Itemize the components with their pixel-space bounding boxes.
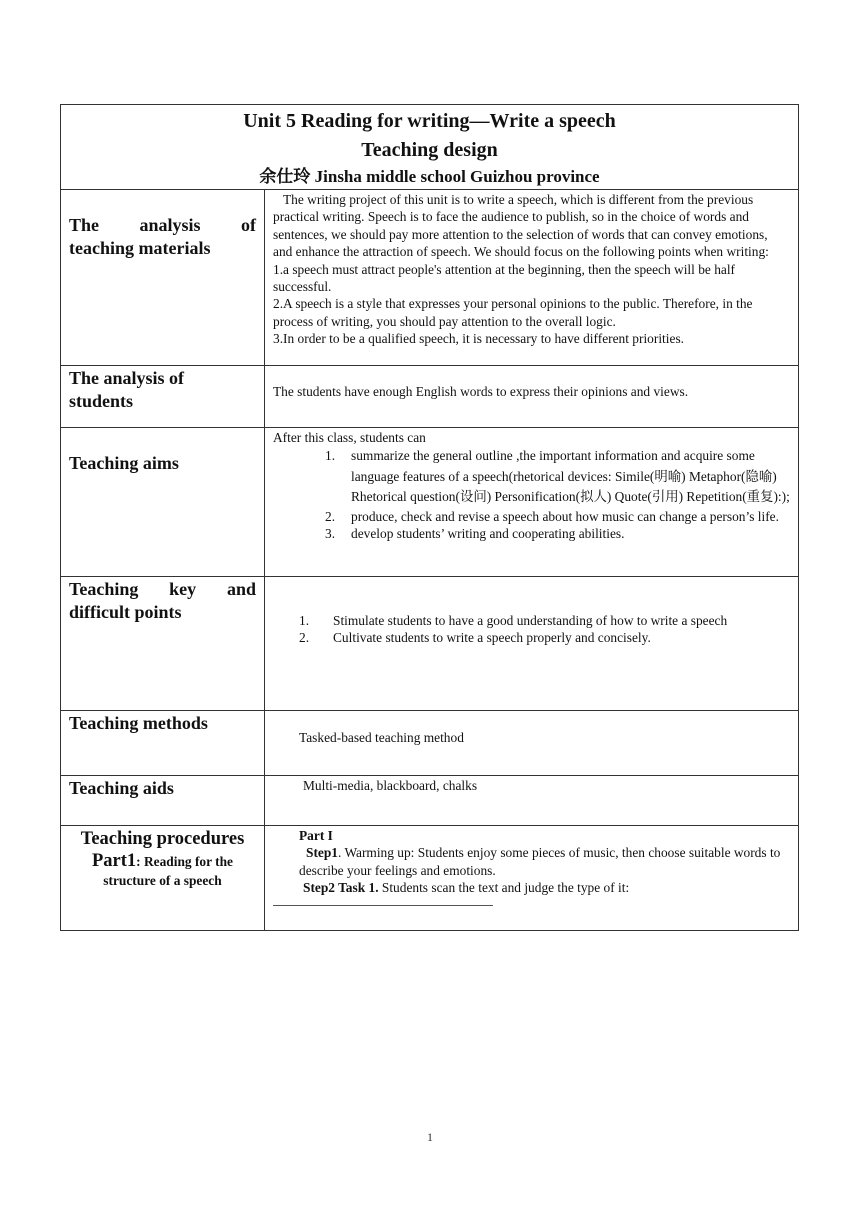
methods-heading-cell bbox=[61, 711, 265, 776]
aims-list bbox=[265, 446, 798, 542]
aims-item-number: 2. bbox=[325, 508, 336, 524]
aims-row bbox=[61, 428, 799, 577]
step2-paragraph bbox=[265, 879, 798, 896]
materials-point-1: 1.a speech must attract people's attention at the beginning, then the speech will be half successful. bbox=[273, 261, 736, 295]
title-row bbox=[61, 105, 799, 190]
answer-blank-line bbox=[273, 905, 493, 906]
teaching-design-table bbox=[60, 104, 799, 931]
document-title: Unit 5 Reading for writing—Write a speech bbox=[243, 110, 616, 132]
materials-heading-line2: teaching materials bbox=[69, 238, 211, 258]
keypoints-item-text: Cultivate students to write a speech properly and concisely. bbox=[333, 630, 651, 646]
aims-intro: After this class, students can bbox=[273, 430, 426, 445]
aims-heading-cell bbox=[61, 428, 265, 577]
keypoints-item-number: 1. bbox=[299, 613, 310, 628]
procedures-part-title: : Reading for the bbox=[136, 854, 233, 869]
aims-item-text: develop students’ writing and cooperating abilities. bbox=[351, 526, 625, 542]
aims-heading: Teaching aims bbox=[69, 453, 179, 473]
aids-text: Multi-media, blackboard, chalks bbox=[303, 778, 478, 793]
keypoints-content-cell bbox=[265, 577, 799, 711]
keypoints-heading-line1: Teaching key and bbox=[69, 579, 256, 599]
keypoints-item bbox=[273, 629, 790, 646]
aims-item-text: summarize the general outline ,the important information and acquire some language features of a speech(rhetorical devices: Simile(明喻) Metaphor(隐喻) Rhetorical question(设问) Personification(拟人) Quote(引用) Repetition(重复):); bbox=[351, 448, 790, 505]
aims-content-cell bbox=[265, 428, 799, 577]
procedures-content-cell bbox=[265, 826, 799, 931]
students-content-cell bbox=[265, 366, 799, 428]
students-row bbox=[61, 366, 799, 428]
step2-label: Step2 Task 1. bbox=[303, 880, 379, 896]
step1-paragraph bbox=[265, 844, 798, 879]
methods-heading: Teaching methods bbox=[69, 713, 208, 733]
step1-text: . Warming up: Students enjoy some pieces of music, then choose suitable words to describe your feelings and emotions. bbox=[299, 845, 781, 878]
materials-heading-cell bbox=[61, 190, 265, 366]
aims-item bbox=[273, 446, 790, 508]
procedures-part-label: Part1 bbox=[91, 851, 137, 871]
keypoints-item-text: Stimulate students to have a good understanding of how to write a speech bbox=[333, 613, 728, 628]
page-number: 1 bbox=[427, 1130, 433, 1144]
aims-item-number: 3. bbox=[325, 526, 336, 542]
aims-item-number: 1. bbox=[325, 448, 336, 464]
procedures-heading: Teaching procedures bbox=[80, 829, 245, 849]
materials-content-cell bbox=[265, 190, 799, 366]
materials-row bbox=[61, 190, 799, 366]
aims-item bbox=[273, 508, 790, 525]
keypoints-row bbox=[61, 577, 799, 711]
procedures-part-title-line2: structure of a speech bbox=[103, 873, 222, 888]
keypoints-list bbox=[265, 612, 798, 647]
procedures-part-heading bbox=[61, 851, 264, 872]
step2-text: Students scan the text and judge the type of it: bbox=[378, 880, 630, 896]
methods-text: Tasked-based teaching method bbox=[299, 730, 464, 745]
materials-paragraph-1: The writing project of this unit is to write a speech, which is different from the previous practical writing. Speech is to face the audience to publish, so in the choice of words and sentences, we should pay more attention to the selection of words that can convey emotions, and enhance the attraction of speech. We should focus on the following points when writing: bbox=[273, 192, 769, 260]
aims-item-text: produce, check and revise a speech about how music can change a person’s life. bbox=[351, 508, 779, 524]
methods-content-cell bbox=[265, 711, 799, 776]
author-line: 余仕玲 Jinsha middle school Guizhou province bbox=[259, 167, 600, 186]
aids-row bbox=[61, 776, 799, 826]
document-subtitle: Teaching design bbox=[361, 139, 498, 161]
methods-row bbox=[61, 711, 799, 776]
students-heading: The analysis of students bbox=[69, 368, 185, 411]
students-text: The students have enough English words to express their opinions and views. bbox=[273, 384, 689, 399]
step1-label: Step1 bbox=[306, 845, 338, 861]
students-heading-cell bbox=[61, 366, 265, 428]
title-cell bbox=[61, 105, 799, 190]
aims-item bbox=[273, 525, 790, 542]
aids-heading-cell bbox=[61, 776, 265, 826]
aids-content-cell bbox=[265, 776, 799, 826]
keypoints-heading-cell bbox=[61, 577, 265, 711]
procedures-heading-cell bbox=[61, 826, 265, 931]
part-one-label: Part I bbox=[299, 828, 333, 843]
keypoints-item bbox=[273, 612, 790, 629]
materials-point-3: 3.In order to be a qualified speech, it is necessary to have different priorities. bbox=[273, 331, 684, 347]
aids-heading: Teaching aids bbox=[69, 778, 174, 798]
materials-point-2: 2.A speech is a style that expresses your personal opinions to the public. Therefore, in the process of writing, you should pay attention to the overall logic. bbox=[273, 296, 753, 329]
keypoints-heading-line2: difficult points bbox=[69, 602, 182, 622]
keypoints-item-number: 2. bbox=[299, 630, 310, 646]
materials-heading-line1: The analysis of bbox=[69, 215, 256, 235]
procedures-row bbox=[61, 826, 799, 931]
